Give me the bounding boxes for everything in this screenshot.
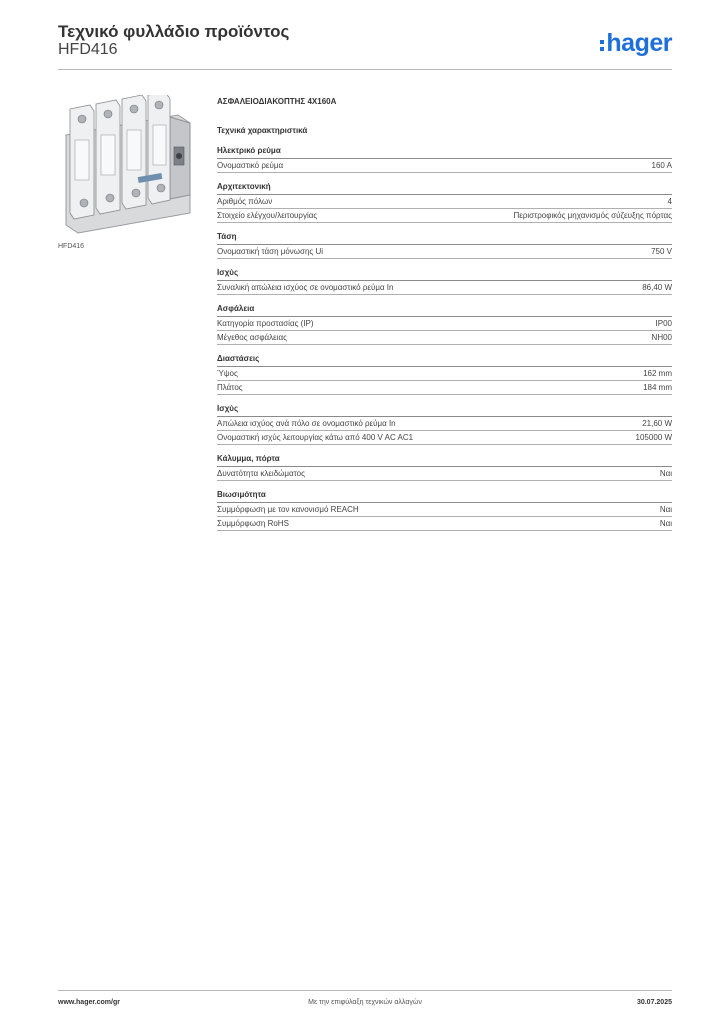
spec-sections [217,144,672,531]
section-title: Αρχιτεκτονική [217,180,672,195]
spec-value: Ναι [659,519,672,528]
section-title: Διαστάσεις [217,352,672,367]
section-title: Βιωσιμότητα [217,488,672,503]
spec-value: Περιστροφικός μηχανισμός σύζευξης πόρτας [513,211,672,220]
section-title: Ισχύς [217,402,672,417]
spec-value: 750 V [651,247,672,256]
spec-label: Κατηγορία προστασίας (IP) [217,319,314,328]
spec-label: Απώλεια ισχύος ανά πόλο σε ονομαστικό ρεύμα In [217,419,396,428]
spec-section [217,266,672,295]
spec-row [217,417,672,431]
spec-value: 86,40 W [642,283,672,292]
spec-heading: Τεχνικά χαρακτηριστικά [217,126,308,135]
spec-value: 162 mm [643,369,672,378]
section-title: Τάση [217,230,672,245]
spec-value: Ναι [659,469,672,478]
section-title: Ηλεκτρικό ρεύμα [217,144,672,159]
spec-label: Ονομαστικό ρεύμα [217,161,284,170]
section-title: Ισχύς [217,266,672,281]
spec-row [217,245,672,259]
spec-row [217,431,672,445]
spec-row [217,517,672,531]
spec-section [217,452,672,481]
spec-label: Συμμόρφωση με τον κανονισμό REACH [217,505,359,514]
spec-label: Ονομαστική ισχύς λειτουργίας κάτω από 400 V AC AC1 [217,433,414,442]
spec-row [217,381,672,395]
page-footer [58,999,672,1011]
footer-notice: Με την επιφύλαξη τεχνικών αλλαγών [308,999,422,1006]
spec-row [217,331,672,345]
header-divider [58,69,672,70]
switch-disconnector-illustration [58,95,198,235]
spec-row [217,467,672,481]
spec-value: 105000 W [635,433,672,442]
spec-row [217,317,672,331]
product-image [58,95,198,235]
spec-section [217,488,672,531]
spec-section [217,352,672,395]
spec-label: Αριθμός πόλων [217,197,273,206]
image-caption: HFD416 [58,243,85,250]
footer-divider [58,990,672,991]
spec-label: Μέγεθος ασφάλειας [217,333,287,342]
specifications [217,95,672,531]
spec-label: Πλάτος [217,383,243,392]
document-title: Τεχνικό φυλλάδιο προϊόντος [58,22,290,41]
spec-label: Στοιχείο ελέγχου/λειτουργίας [217,211,318,220]
spec-row [217,209,672,223]
spec-value: NH00 [651,333,672,342]
section-title: Ασφάλεια [217,302,672,317]
page-header [58,20,672,70]
spec-row [217,159,672,173]
spec-section [217,230,672,259]
spec-section [217,180,672,223]
spec-value: 21,60 W [642,419,672,428]
spec-label: Συναλική απώλεια ισχύος σε ονομαστικό ρεύμα In [217,283,394,292]
section-title: Κάλυμμα, πόρτα [217,452,672,467]
hager-logo [600,26,672,60]
product-code: HFD416 [58,41,118,58]
logo-wordmark: hager [606,28,672,57]
spec-label: Δυνατότητα κλειδώματος [217,469,305,478]
spec-label: Ύψος [217,369,238,378]
spec-label: Συμμόρφωση RoHS [217,519,289,528]
spec-row [217,367,672,381]
footer-website-link[interactable]: www.hager.com/gr [58,999,120,1006]
product-name: ΑΣΦΑΛΕΙΟΔΙΑΚΟΠΤΗΣ 4Χ160Α [217,97,337,106]
spec-section [217,144,672,173]
spec-label: Ονομαστική τάση μόνωσης Ui [217,247,324,256]
spec-row [217,503,672,517]
spec-row [217,281,672,295]
spec-section [217,402,672,445]
spec-row [217,195,672,209]
logo-dots-icon [600,40,604,51]
footer-date: 30.07.2025 [636,999,672,1006]
spec-value: 4 [667,197,672,206]
spec-value: 184 mm [643,383,672,392]
spec-value: IP00 [655,319,672,328]
spec-value: 160 A [651,161,672,170]
spec-value: Ναι [659,505,672,514]
spec-section [217,302,672,345]
